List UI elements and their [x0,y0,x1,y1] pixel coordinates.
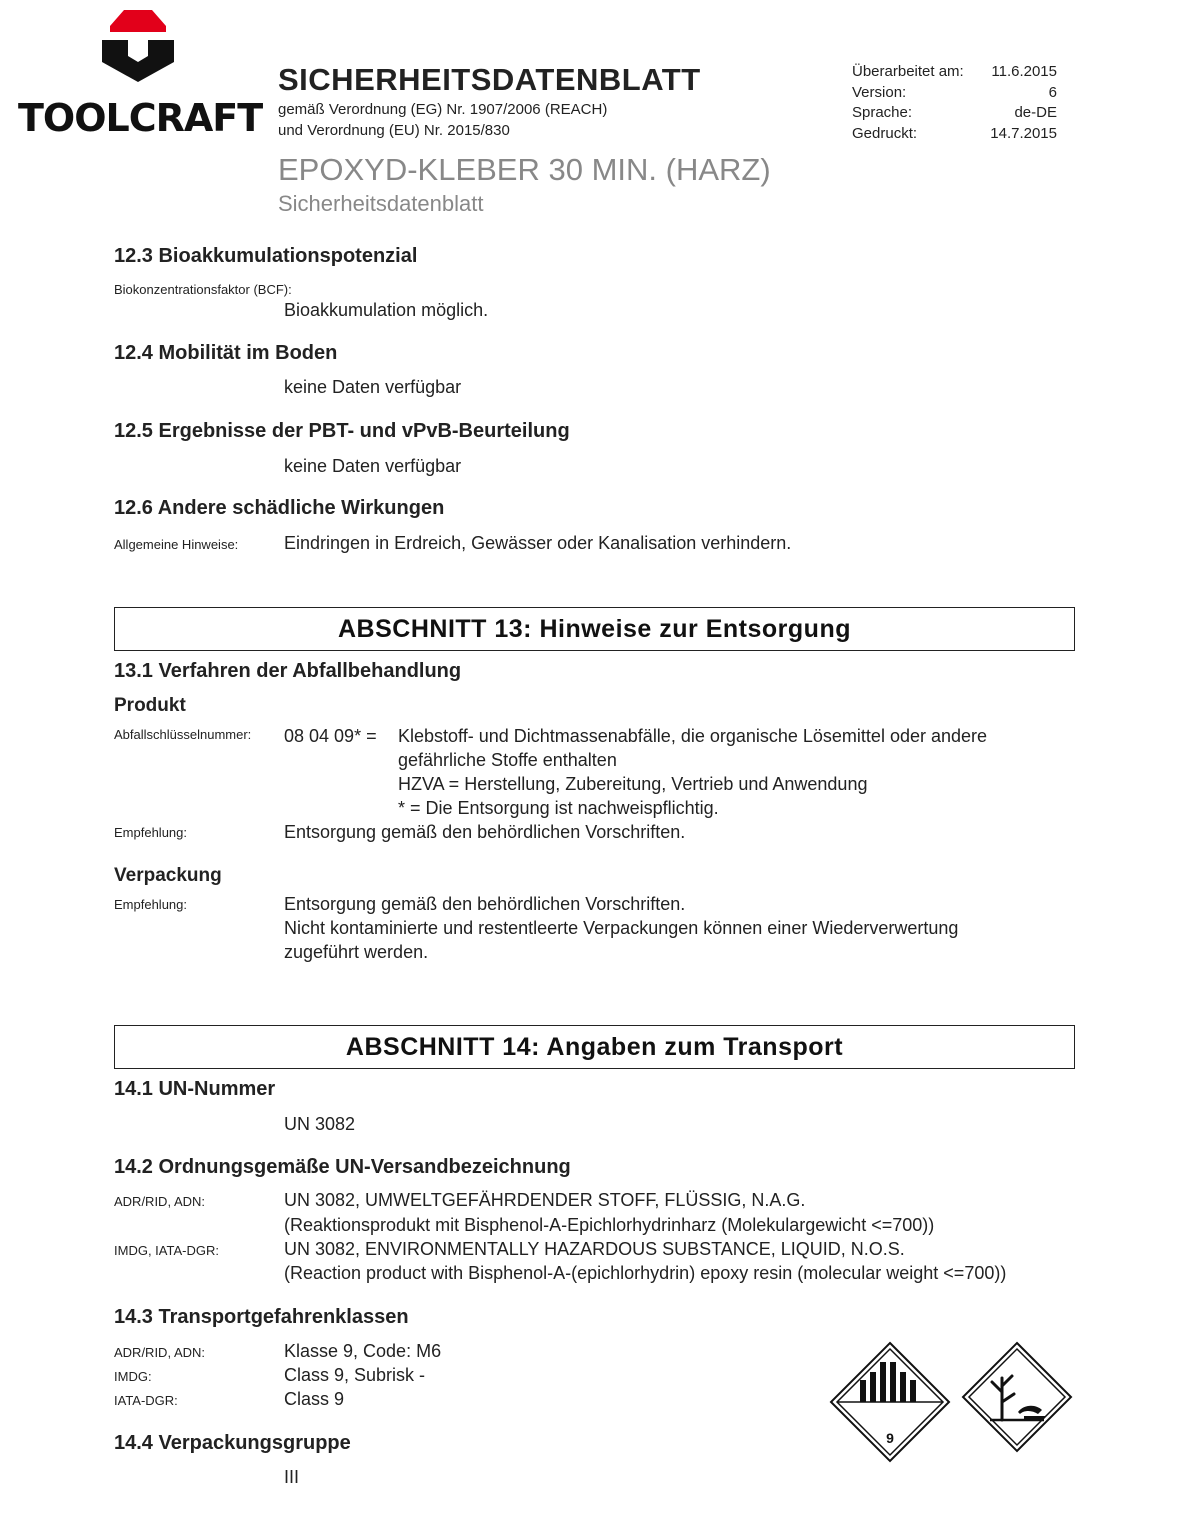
product-subtitle: Sicherheitsdatenblatt [278,191,484,216]
waste-line: Klebstoff- und Dichtmassenabfälle, die organische Lösemittel oder andere [398,726,988,746]
meta-value: 14.7.2015 [990,125,1057,142]
brand-name: TOOLCRAFT [18,96,263,140]
meta-label: Sprache: [852,104,913,121]
meta-row-revised [852,63,1057,80]
packaging-line: Entsorgung gemäß den behördlichen Vorschriften. [284,894,686,914]
subheading-verpackung: Verpackung [114,865,222,886]
heading-14-3: 14.3 Transportgefahrenklassen [114,1306,409,1328]
class-9-number: 9 [886,1430,894,1446]
heading-12-3: 12.3 Bioakkumulationspotenzial [114,245,418,267]
meta-row-printed [852,125,1057,142]
class-9-hazard-label-icon [828,1340,952,1464]
regulation-line-2: und Verordnung (EU) Nr. 2015/830 [278,122,510,139]
meta-value: 6 [1048,84,1057,101]
class-label: IMDG: [114,1369,152,1384]
recommendation-text: Entsorgung gemäß den behördlichen Vorschriften. [284,822,686,842]
class-value: Class 9, Subrisk - [284,1365,426,1385]
product-name: EPOXYD-KLEBER 30 MIN. (HARZ) [278,152,771,187]
section-13-header: ABSCHNITT 13: Hinweise zur Entsorgung [114,607,1075,651]
heading-13-1: 13.1 Verfahren der Abfallbehandlung [114,660,462,682]
section-14-header: ABSCHNITT 14: Angaben zum Transport [114,1025,1075,1069]
adr-line: UN 3082, UMWELTGEFÄHRDENDER STOFF, FLÜSSIG, N.A.G. [284,1190,806,1210]
heading-12-6: 12.6 Andere schädliche Wirkungen [114,497,445,519]
subheading-produkt: Produkt [114,695,186,716]
recommendation-label: Empfehlung: [114,825,187,840]
adr-label: ADR/RID, ADN: [114,1194,206,1209]
meta-value: de-DE [1014,104,1057,121]
heading-14-1: 14.1 UN-Nummer [114,1078,276,1100]
imdg-line: (Reaction product with Bisphenol-A-(epichlorhydrin) epoxy resin (molecular weight <=700)) [284,1263,1007,1283]
meta-label: Gedruckt: [852,125,918,142]
meta-label: Überarbeitet am: [852,63,964,80]
general-notes-text: Eindringen in Erdreich, Gewässer oder Kanalisation verhindern. [284,533,792,553]
waste-line: * = Die Entsorgung ist nachweispflichtig. [398,798,719,818]
toolcraft-logo-icon [100,6,176,82]
packaging-line: Nicht kontaminierte und restentleerte Verpackungen können einer Wiederverwertung [284,918,959,938]
un-number: UN 3082 [284,1114,356,1134]
text-12-5: keine Daten verfügbar [284,456,462,476]
waste-key-label: Abfallschlüsselnummer: [114,727,252,742]
class-label: ADR/RID, ADN: [114,1345,206,1360]
heading-12-5: 12.5 Ergebnisse der PBT- und vPvB-Beurteilung [114,420,570,442]
packaging-line: zugeführt werden. [284,942,429,962]
text-12-4: keine Daten verfügbar [284,377,462,397]
imdg-label: IMDG, IATA-DGR: [114,1243,219,1258]
waste-line: gefährliche Stoffe enthalten [398,750,617,770]
heading-12-4: 12.4 Mobilität im Boden [114,342,338,364]
meta-row-version [852,84,1057,101]
meta-row-language [852,104,1057,121]
regulation-line-1: gemäß Verordnung (EG) Nr. 1907/2006 (REACH) [278,101,608,118]
bcf-text: Bioakkumulation möglich. [284,300,489,320]
packaging-recommendation-label: Empfehlung: [114,897,187,912]
meta-label: Version: [852,84,907,101]
meta-value: 11.6.2015 [991,63,1057,80]
heading-14-4: 14.4 Verpackungsgruppe [114,1432,351,1454]
class-value: Klasse 9, Code: M6 [284,1341,442,1361]
adr-line: (Reaktionsprodukt mit Bisphenol-A-Epichlorhydrinharz (Molekulargewicht <=700)) [284,1215,935,1235]
document-title: SICHERHEITSDATENBLATT [278,62,701,97]
packing-group: III [284,1467,300,1487]
heading-14-2: 14.2 Ordnungsgemäße UN-Versandbezeichnung [114,1156,571,1178]
environment-hazard-icon [960,1340,1074,1454]
bcf-label: Biokonzentrationsfaktor (BCF): [114,282,292,297]
class-value: Class 9 [284,1389,345,1409]
waste-key-code: 08 04 09* = [284,726,377,746]
class-label: IATA-DGR: [114,1393,178,1408]
general-notes-label: Allgemeine Hinweise: [114,537,239,552]
imdg-line: UN 3082, ENVIRONMENTALLY HAZARDOUS SUBSTANCE, LIQUID, N.O.S. [284,1239,905,1259]
waste-line: HZVA = Herstellung, Zubereitung, Vertrieb und Anwendung [398,774,868,794]
